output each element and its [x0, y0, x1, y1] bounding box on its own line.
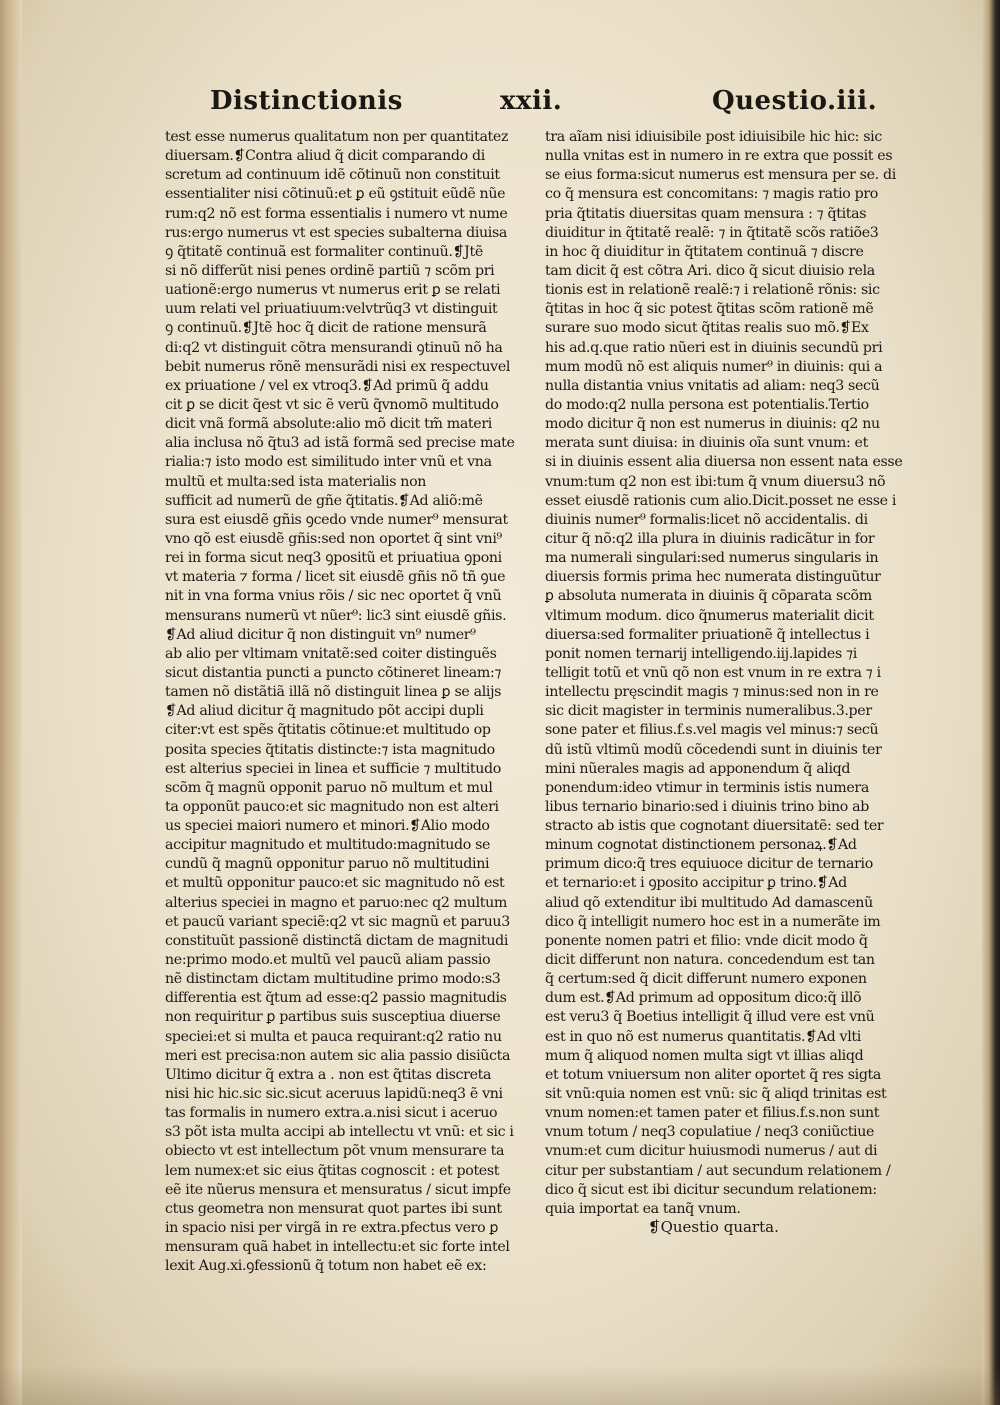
text-line: intellectu pręscindit magis ⁊ minus:sed non in re [545, 684, 879, 701]
text-line: eẽ ite nũerus mensura et mensuratus / sicut impfe [165, 1181, 511, 1198]
text-line: vnum nomen:et tamen pater et filius.f.s.non sunt [545, 1105, 880, 1122]
text-line: primum dico:q̃ tres equiuoce dicitur de ternario [545, 856, 873, 873]
text-line: lem numex:et sic eius q̃titas cognoscit : et potest [165, 1162, 500, 1179]
text-line: speciei:et si multa et pauca requirant:q2 ratio nu [165, 1028, 502, 1045]
text-line: merata sunt diuisa: in diuinis oĩa sunt vnum: et [545, 435, 868, 452]
text-line: et multũ opponitur pauco:et sic magnitudo nõ est [165, 875, 505, 892]
text-line: libus ternario binario:sed i diuinis trino bino ab [545, 798, 869, 815]
text-line: ex priuatione / vel ex vtroq3.❡Ad primũ q̃ addu [165, 377, 489, 394]
text-line: q̃titas in hoc q̃ sic potest q̃titas scõm rationẽ mẽ [545, 301, 874, 318]
text-line: se eius forma:sicut numerus est mensura per se. di [545, 167, 896, 184]
page-bottom-shade [0, 1365, 1000, 1405]
text-line: ❡Ad aliud dicitur q̃ non distinguit vn⁹ numer⁹ [165, 626, 476, 643]
text-line: dicit vnã formã absolute:alio mõ dicit tm̃ materi [165, 416, 492, 433]
text-line: quia importat ea tanq̃ vnum. [545, 1200, 741, 1217]
text-line: diuinis numer⁹ formalis:licet nõ accidentalis. di [545, 511, 868, 528]
header-center: xxii. [500, 86, 563, 116]
text-line: vnum:tum q2 non est ibi:tum q̃ vnum diuersu3 nõ [545, 473, 886, 490]
text-line: telligit totũ et vnũ qõ non est vnum in re extra ⁊ i [545, 664, 881, 681]
text-line: constituũt passionẽ distinctã dictam de magnitudi [165, 932, 509, 949]
text-line: accipitur magnitudo et multitudo:magnitudo se [165, 837, 491, 854]
text-line: nisi hic hic.sic sic.sicut aceruus lapidũ:neq3 ẽ vni [165, 1086, 503, 1103]
text-line: meri est precisa:non autem sic alia passio disiũcta [165, 1047, 511, 1064]
text-line: ꝯ continuũ.❡Jtẽ hoc q̃ dicit de ratione mensurã [165, 320, 487, 337]
text-line: tra aĩam nisi idiuisibile post idiuisibile hic hic: sic [545, 129, 882, 145]
right-column [545, 128, 905, 1219]
text-line: mini nũerales magis ad apponendum q̃ aliqd [545, 760, 851, 777]
text-line: di:q2 vt distinguit cõtra mensurandi ꝯtinuũ nõ ha [165, 339, 503, 356]
text-line: bebit numerus rõnẽ mensurãdi nisi ex respectuvel [165, 358, 511, 375]
text-line: sic dicit magister in terminis numeralibus.3.per [545, 703, 872, 720]
text-line: minum cognotat distinctionem personaꝝ.❡Ad [545, 837, 857, 854]
text-line: ne:primo modo.et multũ vel paucũ aliam passio [165, 952, 491, 969]
text-line: Ultimo dicitur q̃ extra a . non est q̃titas discreta [165, 1066, 492, 1083]
text-line: nit in vna forma vnius rõis / sic nec oportet q̃ vnũ [165, 588, 502, 605]
text-line: dũ istũ vltimũ modũ cõcedendi sunt in diuinis ter [545, 741, 882, 758]
text-line: diuersam.❡Contra aliud q̃ dicit comparando di [165, 148, 485, 165]
text-line: si nõ differũt nisi penes ordinẽ partiũ ⁊ scõm pri [165, 262, 495, 279]
text-line: surare suo modo sicut q̃titas realis suo mõ.❡Ex [545, 320, 869, 337]
text-line: mum q̃ aliquod nomen multa sigt vt illias aliqd [545, 1047, 864, 1064]
text-line: tionis est in relationẽ realẽ:⁊ i relationẽ rõnis: sic [545, 282, 880, 299]
text-line: aliud qõ extenditur ibi multitudo Ad damascenũ [545, 894, 873, 911]
text-line: rum:q2 nõ est forma essentialis i numero vt nume [165, 205, 508, 222]
page-gutter-left [0, 0, 22, 1405]
text-line: alterius speciei in magno et paruo:nec q2 multum [165, 894, 508, 911]
text-line: cit ꝑ se dicit q̃est vt sic ẽ verũ q̃vnomõ multitudo [165, 396, 499, 413]
text-line: et ternario:et i ꝯposito accipitur ꝑ trino.❡Ad [545, 875, 847, 892]
text-line: ponit nomen ternarij intelligendo.iij.lapides ⁊i [545, 645, 857, 662]
text-line: sicut distantia puncti a puncto cõtineret lineam:⁊ [165, 664, 502, 681]
text-line: ma numerali singulari:sed numerus singularis in [545, 550, 879, 567]
text-line: uationẽ:ergo numerus vt numerus erit ꝑ se relati [165, 282, 501, 299]
text-line: stracto ab istis que cognotant diuersitatẽ: sed ter [545, 818, 884, 835]
text-line: us speciei maiori numero et minori.❡Alio modo [165, 818, 490, 835]
text-line: sit vnũ:quia nomen est vnũ: sic q̃ aliqd trinitas est [545, 1086, 887, 1103]
text-line: non requiritur ꝑ partibus suis susceptiua diuerse [165, 1009, 501, 1026]
text-line: vnum:et cum dicitur huiusmodi numerus / aut di [545, 1143, 878, 1160]
text-line: scõm q̃ magnũ opponit paruo nõ multum et mul [165, 779, 493, 796]
text-line: lexit Aug.xi.ꝯfessionũ q̃ totum non habet eẽ ex: [165, 1258, 487, 1275]
text-line: esset eiusdẽ rationis cum alio.Dicit.posset ne esse i [545, 492, 897, 509]
text-line: multũ et multa:sed ista materialis non [165, 473, 427, 490]
text-line: dicit differunt non natura. concedendum est tan [545, 952, 875, 969]
text-line: test esse numerus qualitatum non per quantitatez [165, 129, 509, 145]
text-line: vnum totum / neq3 copulatiue / neq3 coniũctiue [545, 1124, 875, 1141]
text-line: sone pater et filius.f.s.vel magis vel minus:⁊ secũ [545, 722, 879, 739]
text-line: ponendum:ideo vtimur in terminis istis numera [545, 779, 869, 796]
text-line: si in diuinis essent alia diuersa non essent nata esse [545, 454, 903, 471]
text-line: mensurans numerũ vt nũer⁹: lic3 sint eiusdẽ gñis. [165, 607, 507, 624]
text-line: dum est.❡Ad primum ad oppositum dico:q̃ illõ [545, 990, 862, 1007]
text-line: alia inclusa nõ q̃tu3 ad istã formã sed precise mate [165, 435, 515, 452]
text-line: est in quo nõ est numerus quantitatis.❡Ad vlti [545, 1028, 861, 1045]
text-line: essentialiter nisi cõtinuũ:et ꝑ eũ ꝯstituit eũdẽ nũe [165, 186, 506, 203]
text-line: in hoc q̃ diuiditur in q̃titatem continuã ⁊ discre [545, 243, 864, 260]
text-line: do modo:q2 nulla persona est potentialis.Tertio [545, 396, 869, 413]
running-header [0, 86, 1000, 126]
text-line: diuersis formis prima hec numerata distinguũtur [545, 569, 881, 586]
text-line: pria q̃titatis diuersitas quam mensura : ⁊ q̃titas [545, 205, 867, 222]
text-line: ❡Ad aliud dicitur q̃ magnitudo põt accipi dupli [165, 703, 484, 720]
text-line: citur q̃ nõ:q2 illa plura in diuinis radicãtur in for [545, 530, 875, 547]
text-line: dico q̃ sicut est ibi dicitur secundum relationem: [545, 1181, 877, 1198]
text-line: est veru3 q̃ Boetius intelligit q̃ illud vere est vnũ [545, 1009, 875, 1026]
text-line: mensuram quã habet in intellectu:et sic forte intel [165, 1239, 510, 1256]
text-line: obiecto vt est intellectum põt vnum mensurare ta [165, 1143, 505, 1160]
left-column [165, 128, 525, 1276]
text-line: tamen nõ distãtiã illã nõ distinguit linea ꝑ se alijs [165, 684, 502, 701]
text-line: diuiditur in q̃titatẽ realẽ: ⁊ in q̃titatẽ scõs ratiõe3 [545, 224, 879, 241]
text-line: q̃ certum:sed q̃ dicit differunt numero exponen [545, 971, 867, 988]
text-line: ꝑ absoluta numerata in diuinis q̃ cõparata scõm [545, 588, 872, 605]
text-line: posita species q̃titatis distincte:⁊ ista magnitudo [165, 741, 495, 758]
text-line: sura est eiusdẽ gñis ꝯcedo vnde numer⁹ mensurat [165, 511, 508, 528]
text-line: vt materia ⁊ forma / licet sit eiusdẽ gñis nõ tñ ꝯue [165, 569, 506, 586]
text-line: s3 põt ista multa accipi ab intellectu vt vnũ: et sic i [165, 1124, 514, 1141]
text-line: scretum ad continuum idẽ cõtinuũ non constituit [165, 167, 500, 184]
text-line: ta opponũt pauco:et sic magnitudo non est alteri [165, 798, 499, 815]
text-line: uum relati vel priuatiuum:velvtrũq3 vt distinguit [165, 301, 498, 318]
text-line: his ad.q.que ratio nũeri est in diuinis secundũ pri [545, 339, 883, 356]
text-line: sufficit ad numerũ de gñe q̃titatis.❡Ad aliõ:mẽ [165, 492, 483, 509]
header-left: Distinctionis [210, 86, 403, 116]
text-line: ctus geometra non mensurat quot partes ibi sunt [165, 1200, 502, 1217]
text-line: in spacio nisi per virgã in re extra.pfectus vero ꝑ [165, 1220, 499, 1237]
text-line: ab alio per vltimam vnitatẽ:sed coiter distinguẽs [165, 645, 497, 662]
text-line: rus:ergo numerus vt est species subalterna diuisa [165, 224, 508, 241]
text-line: modo dicitur q̃ non est numerus in diuinis: q2 nu [545, 416, 880, 433]
text-line: et paucũ variant speciẽ:q2 vt sic magnũ et paruu3 [165, 913, 510, 930]
text-line: vltimum modum. dico q̃numerus materialit dicit [545, 607, 874, 624]
text-line: cundũ q̃ magnũ opponitur paruo nõ multitudini [165, 856, 490, 873]
text-line: tam dicit q̃ est cõtra Ari. dico q̃ sicut diuisio rela [545, 262, 875, 279]
text-line: rei in forma sicut neq3 ꝯpositũ et priuatiua ꝯponi [165, 550, 502, 567]
text-line: tas formalis in numero extra.a.nisi sicut i aceruo [165, 1105, 498, 1122]
next-question-heading: ❡Questio quarta. [648, 1218, 779, 1236]
header-right: Questio.iii. [712, 86, 878, 116]
text-line: citur per substantiam / aut secundum relationem / [545, 1162, 891, 1179]
text-line: nulla vnitas est in numero in re extra que possit es [545, 148, 893, 165]
text-line: est alterius speciei in linea et sufficie ⁊ multitudo [165, 760, 501, 777]
text-line: et totum vniuersum non aliter oportet q̃ res sigta [545, 1066, 882, 1083]
text-line: co q̃ mensura est concomitans: ⁊ magis ratio pro [545, 186, 878, 203]
text-line: vno qõ est eiusdẽ gñis:sed non oportet q̃ sint vni⁹ [165, 530, 502, 547]
text-line: differentia est q̃tum ad esse:q2 passio magnitudis [165, 990, 507, 1007]
text-line: ponente nomen patri et filio: vnde dicit modo q̃ [545, 932, 868, 949]
text-line: mum modũ nõ est aliquis numer⁹ in diuinis: qui a [545, 358, 883, 375]
text-line: nulla distantia vnius vnitatis ad aliam: neq3 secũ [545, 377, 880, 394]
text-line: citer:vt est spẽs q̃titatis cõtinue:et multitudo op [165, 722, 491, 739]
text-line: dico q̃ intelligit numero hoc est in a numerãte im [545, 913, 881, 930]
text-line: ꝯ q̃titatẽ continuã est formaliter continuũ.❡Jtẽ [165, 243, 483, 260]
text-line: nẽ distinctam dictam multitudine primo modo:s3 [165, 971, 501, 988]
text-line: rialia:⁊ isto modo est similitudo inter vnũ et vna [165, 454, 492, 471]
page-edge-right [982, 0, 1000, 1405]
text-line: diuersa:sed formaliter priuationẽ q̃ intellectus i [545, 626, 870, 643]
